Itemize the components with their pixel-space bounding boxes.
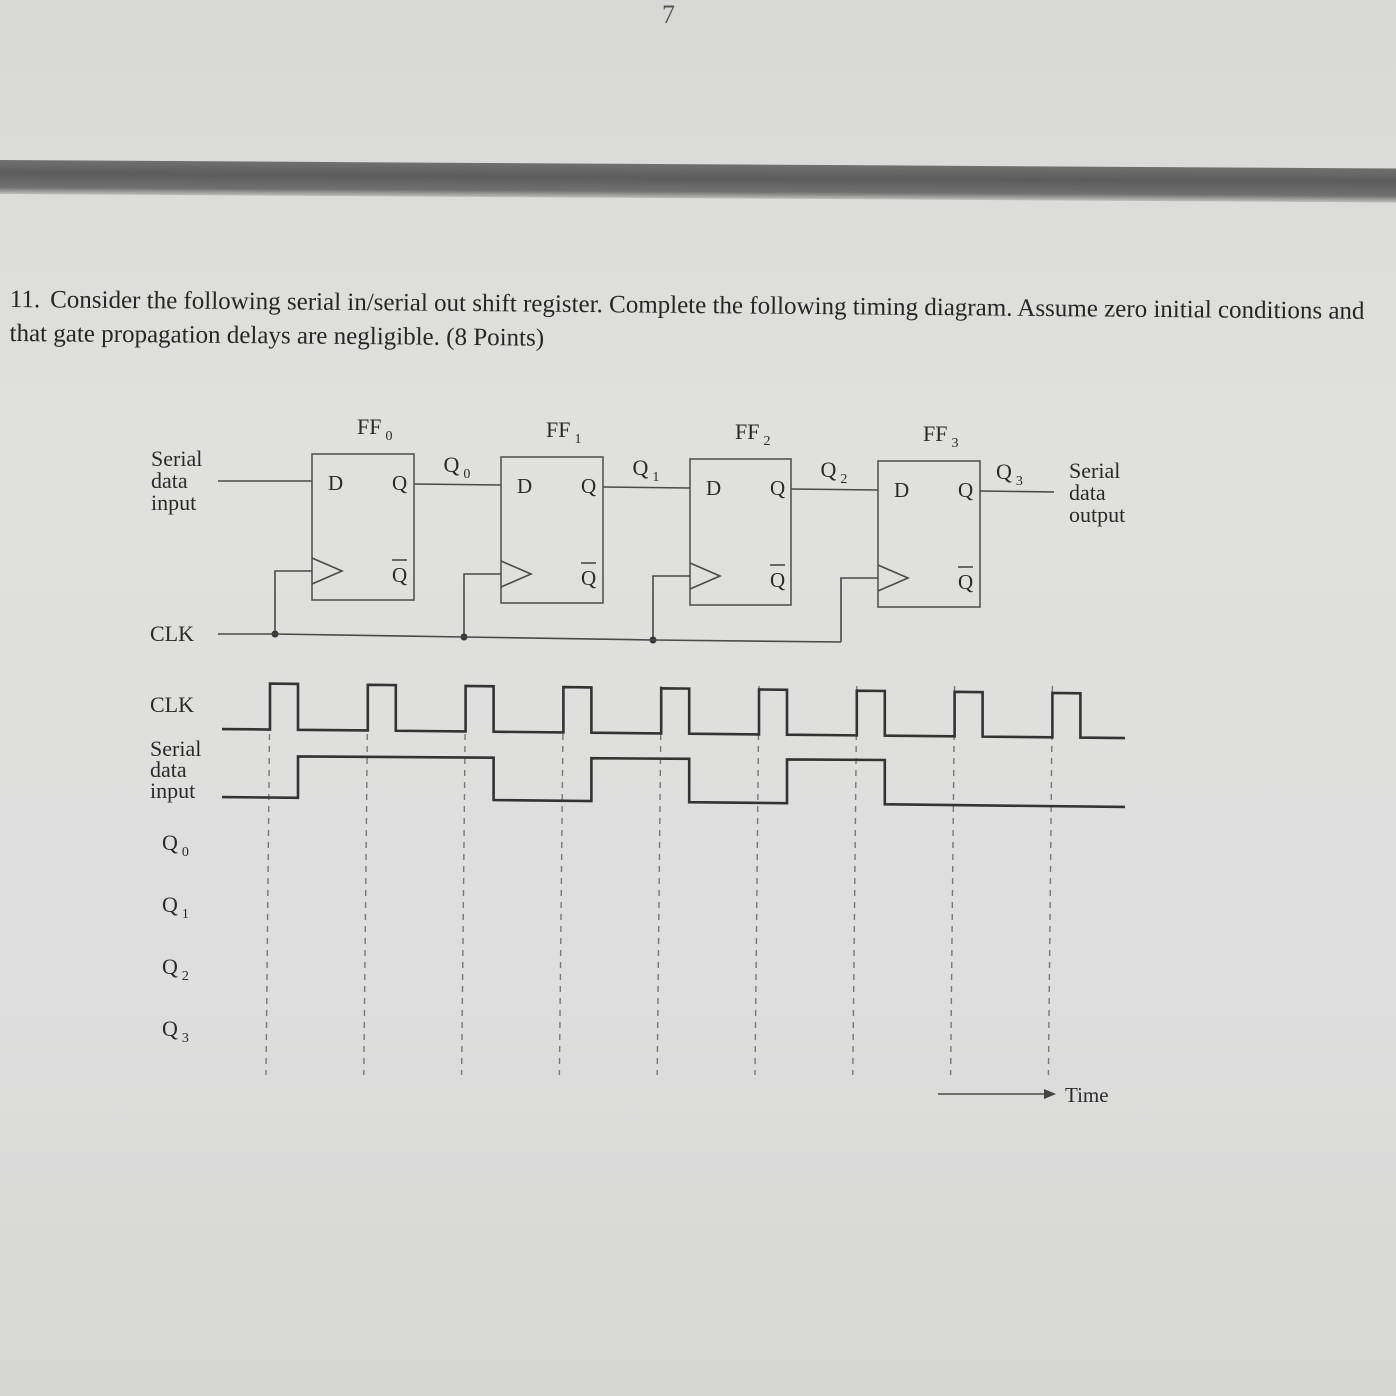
ff3-output-label: Q $_3$ [996,459,1023,489]
clock-edge-guide-1 [266,686,270,1075]
ff3-clock-triangle [878,565,908,591]
ff1-d-pin: D [517,474,533,498]
ff3-output-wire [980,491,1054,492]
clock-edge-guide-9 [1048,686,1052,1075]
flip-flop-ff1 [461,417,691,641]
ff0-label: FF $_0$ [357,414,393,444]
clock-edge-guide-5 [657,686,661,1075]
ff2-qbar-pin: Q [770,568,786,592]
serial-input-label-line-2: data [151,468,188,493]
ff3-qbar-pin: Q [958,570,974,594]
clock-bus [218,634,841,642]
serial-output-label-line-2: data [1069,480,1106,505]
ff1-clock-wire [464,574,501,637]
ff3-clock-wire [841,578,878,642]
flip-flop-ff3 [841,421,1054,642]
ff1-qbar-pin: Q [581,566,597,590]
ff0-d-pin: D [328,471,344,495]
ff3-q-pin: Q [958,478,974,502]
ff2-clock-wire [653,576,690,640]
timing-row-label-1-line-3: input [150,778,196,803]
serial-output-label-line-3: output [1069,502,1126,527]
clock-edge-guide-2 [364,686,368,1075]
question-number: 11. [9,285,41,314]
timing-row-label-2: Q $_0$ [162,830,189,860]
ff2-output-wire [791,489,878,490]
ff0-output-label: Q $_0$ [443,452,471,482]
timing-row-label-3: Q $_1$ [162,892,189,922]
clock-edge-guide-7 [853,686,857,1075]
ff1-output-label: Q $_1$ [632,455,660,485]
ff0-output-wire [414,484,501,485]
circuit-schematic [150,414,1125,646]
clock-edge-guide-4 [559,686,563,1075]
timing-row-label-5: Q $_3$ [162,1016,189,1046]
serial-input-label-line-1: Serial [151,446,203,471]
flip-flop-ff0 [272,414,502,638]
serial-input-label-line-3: input [151,490,197,515]
timing-row-label-1-line-1: Serial [150,736,202,761]
ff1-label: FF $_1$ [546,417,582,447]
flip-flop-ff2 [650,419,879,644]
ff0-clock-wire [275,571,312,634]
ff2-output-label: Q $_2$ [820,457,848,487]
ff3-label: FF $_3$ [923,421,959,451]
ff2-d-pin: D [706,476,722,500]
timing-row-label-0: CLK [150,692,194,717]
question-text: Consider the following serial in/serial out shift register. Complete the following timing diagram. Assume zero initial conditions and that gate propagation delays are negligible. (8 Points) [9,286,1365,352]
ff1-q-pin: Q [581,474,597,498]
timing-row-label-1-line-2: data [150,757,187,782]
serial-output-label-line-1: Serial [1069,458,1121,483]
ff1-output-wire [603,487,690,488]
ff2-q-pin: Q [770,476,786,500]
ff0-q-pin: Q [392,471,408,495]
timing-row-label-4: Q $_2$ [162,954,189,984]
clock-edge-guide-6 [755,686,759,1075]
serial-input-waveform [222,756,1125,806]
ff3-d-pin: D [894,478,910,502]
time-arrow-head [1044,1089,1056,1099]
ff0-qbar-pin: Q [392,563,408,587]
ff2-label: FF $_2$ [735,419,771,449]
ff0-clock-triangle [312,558,342,584]
ff1-clock-triangle [501,561,531,587]
time-label: Time [1065,1083,1109,1107]
page-number: 7 [662,0,675,29]
ff2-clock-triangle [690,563,720,589]
clock-edge-guide-3 [462,686,466,1075]
clock-edge-guide-8 [951,686,955,1075]
timing-diagram [150,684,1125,1107]
circuit-clk-label: CLK [150,621,194,646]
clk-waveform [222,684,1125,738]
